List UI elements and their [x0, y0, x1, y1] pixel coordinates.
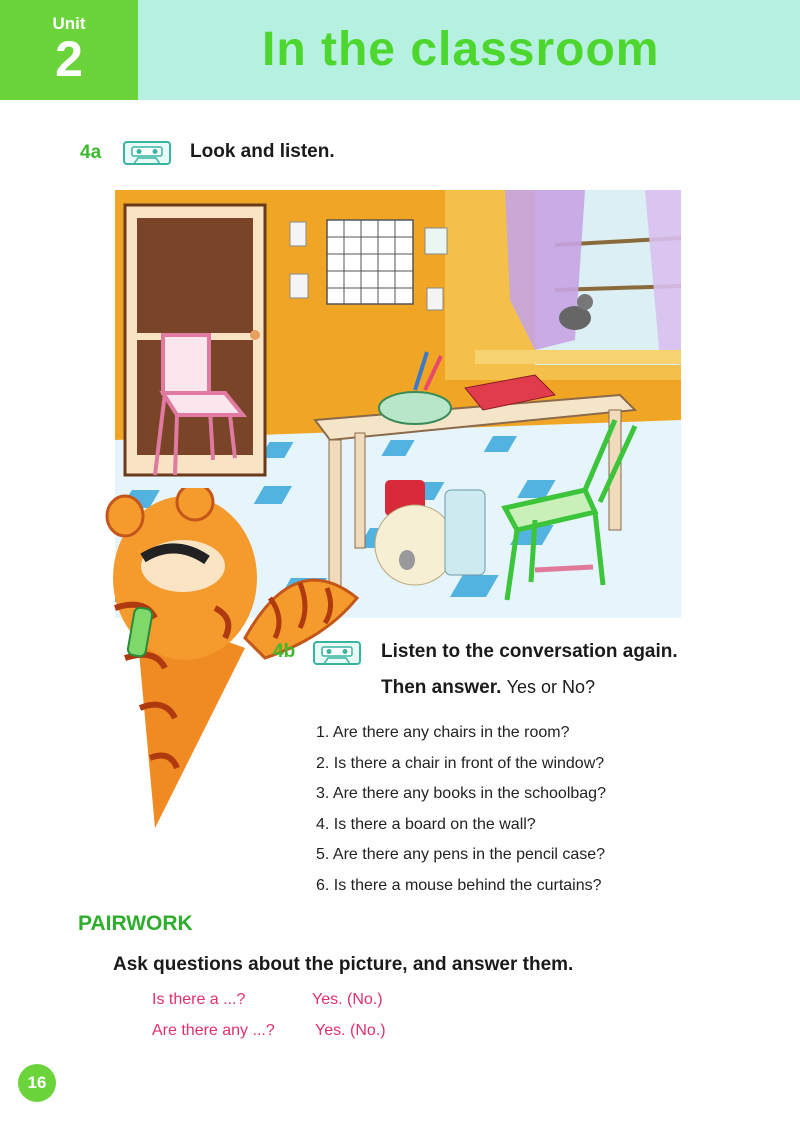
section-4a-instruction: Look and listen.	[190, 141, 335, 162]
cassette-icon	[122, 138, 174, 168]
question-item: 6. Is there a mouse behind the curtains?	[316, 876, 602, 894]
question-item: 2. Is there a chair in front of the window?	[316, 754, 605, 772]
question-item: 1. Are there any chairs in the room?	[316, 724, 570, 741]
section-4b-instruction-main: Then answer.	[381, 677, 502, 698]
section-4b-instruction-line1: Listen to the conversation again.	[381, 641, 678, 662]
section-4a-label: 4a	[80, 142, 102, 163]
question-item: 4. Is there a board on the wall?	[316, 815, 536, 833]
section-4b-instruction-line2	[381, 677, 595, 699]
example-question: Are there any ...?	[152, 1022, 275, 1039]
unit-word: Unit	[52, 14, 86, 33]
pairwork-heading: PAIRWORK	[78, 912, 193, 935]
unit-badge	[0, 0, 138, 100]
question-item: 5. Are there any pens in the pencil case?	[316, 846, 606, 864]
question-item: 3. Are there any books in the schoolbag?	[316, 785, 606, 803]
page-title: In the classroom	[262, 23, 660, 76]
question-list	[316, 722, 736, 906]
unit-number: 2	[55, 31, 83, 87]
example-answer: Yes. (No.)	[312, 991, 383, 1008]
example-answer: Yes. (No.)	[315, 1022, 386, 1039]
page-header	[0, 0, 800, 100]
page-number: 16	[18, 1064, 56, 1102]
section-4b-instruction-hint: Yes or No?	[506, 677, 596, 697]
example-question: Is there a ...?	[152, 991, 246, 1008]
section-4b-label: 4b	[273, 641, 296, 662]
cassette-icon	[312, 637, 364, 669]
pairwork-instruction: Ask questions about the picture, and answer them.	[113, 954, 574, 975]
